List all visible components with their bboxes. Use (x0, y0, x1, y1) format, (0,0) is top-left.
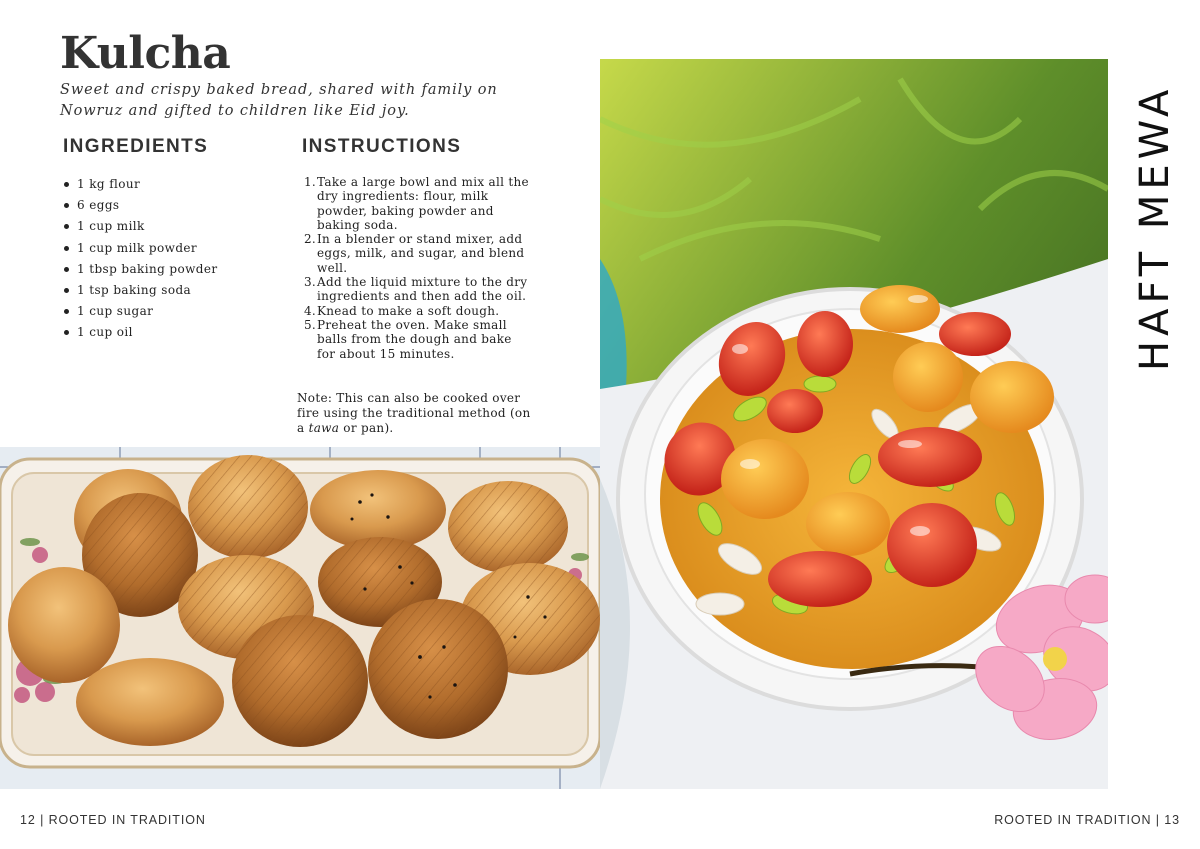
step-number: 5. (303, 317, 316, 332)
step-text: Add the liquid mixture to the dry ingredients and then add the oil. (317, 275, 528, 304)
step-number: 2. (303, 232, 316, 247)
step-text: Knead to make a soft dough. (317, 303, 500, 318)
step-number: 3. (303, 275, 316, 290)
ingredient-item: 1 cup oil (63, 322, 283, 343)
kulcha-illustration (0, 447, 600, 789)
step-text: In a blender or stand mixer, add eggs, milk, and sugar, and blend well. (317, 232, 525, 275)
instruction-step (302, 232, 534, 275)
recipe-title: Kulcha (60, 28, 231, 79)
ingredient-item: 1 cup milk (63, 216, 283, 237)
step-text: Preheat the oven. Make small balls from the dough and bake for about 15 minutes. (317, 317, 512, 361)
recipe-subtitle: Sweet and crispy baked bread, shared with family on Nowruz and gifted to children like Eid joy. (60, 82, 498, 119)
ingredient-item: 1 tbsp baking powder (63, 259, 283, 280)
ingredient-item: 6 eggs (63, 195, 283, 216)
ingredients-heading: INGREDIENTS (63, 136, 209, 157)
ingredient-item: 1 kg flour (63, 174, 283, 195)
ingredients-list (63, 174, 283, 344)
instructions-heading: INSTRUCTIONS (302, 136, 462, 157)
ingredient-item: 1 cup sugar (63, 301, 283, 322)
ingredient-item: 1 cup milk powder (63, 238, 283, 259)
instruction-step (302, 318, 534, 361)
haft-mewa-title-text: HAFT MEWA (1132, 84, 1178, 371)
note-emphasis: tawa (308, 421, 340, 435)
instruction-step (302, 304, 534, 318)
footer-right: ROOTED IN TRADITION | 13 (994, 813, 1180, 827)
instruction-step (302, 275, 534, 304)
step-number: 1. (303, 175, 316, 189)
note-text-end: or pan). (339, 421, 394, 435)
step-text: Take a large bowl and mix all the dry ingredients: flour, milk powder, baking powder and baking soda. (317, 175, 529, 232)
note-text: Note: This can also be cooked over fire using the traditional method (on a (297, 391, 531, 435)
instructions-list (302, 175, 534, 361)
step-number: 4. (303, 303, 316, 318)
kulcha-photo (0, 447, 600, 789)
instruction-step (302, 175, 534, 232)
haft-mewa-photo (600, 59, 1108, 789)
haft-mewa-illustration (600, 59, 1108, 789)
ingredient-item: 1 tsp baking soda (63, 280, 283, 301)
cooking-note (297, 391, 537, 436)
footer-left: 12 | ROOTED IN TRADITION (20, 813, 206, 827)
haft-mewa-title (1108, 59, 1200, 379)
